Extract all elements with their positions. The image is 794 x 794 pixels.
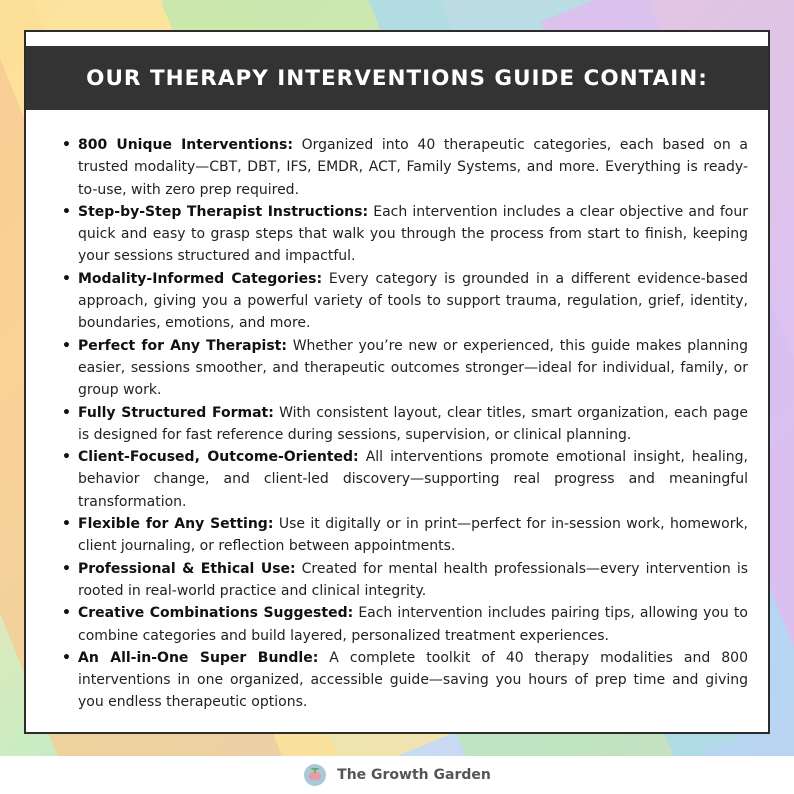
feature-item [66, 134, 748, 201]
feature-title: Perfect for Any Therapist: [78, 337, 287, 354]
feature-description: Each intervention includes pairing tips, allowing you to combine categories and build layered, personalized treatment experiences. [78, 605, 748, 644]
feature-description: Every category is grounded in a different evidence-based approach, giving you a powerful variety of tools to support trauma, regulation, grief, identity, boundaries, emotions, and more. [78, 270, 748, 332]
title-banner [26, 46, 768, 110]
feature-item [66, 513, 748, 558]
feature-title: Creative Combinations Suggested: [78, 605, 354, 622]
content-card [24, 30, 770, 734]
feature-item [66, 446, 748, 513]
brand-name: The Growth Garden [337, 767, 491, 783]
feature-item [66, 558, 748, 603]
brain-sprout-icon [303, 763, 327, 787]
feature-item [66, 201, 748, 268]
feature-description: With consistent layout, clear titles, smart organization, each page is designed for fast reference during sessions, supervision, or clinical planning. [78, 404, 748, 443]
feature-description: Created for mental health professionals—every intervention is rooted in real-world practice and clinical integrity. [78, 560, 748, 599]
feature-description: A complete toolkit of 40 therapy modalities and 800 interventions in one organized, accessible guide—saving you hours of prep time and giving you endless therapeutic options. [78, 649, 748, 711]
feature-item [66, 268, 748, 335]
feature-title: Client-Focused, Outcome-Oriented: [78, 449, 359, 466]
feature-description: All interventions promote emotional insight, healing, behavior change, and client-led discovery—supporting real progress and meaningful transformation. [78, 449, 748, 510]
feature-description: Each intervention includes a clear objective and four quick and easy to grasp steps that walk you through the process from start to finish, keeping your sessions structured and impactful. [78, 203, 748, 265]
feature-title: An All-in-One Super Bundle: [78, 649, 319, 666]
footer [0, 756, 794, 794]
page-title: OUR THERAPY INTERVENTIONS GUIDE CONTAIN: [86, 65, 708, 91]
feature-title: Fully Structured Format: [78, 404, 274, 421]
feature-description: Use it digitally or in print—perfect for in-session work, homework, client journaling, or reflection between appointments. [78, 516, 749, 555]
feature-title: Modality-Informed Categories: [78, 270, 323, 287]
feature-item [66, 335, 748, 402]
feature-title: Step-by-Step Therapist Instructions: [78, 203, 369, 220]
feature-title: Flexible for Any Setting: [78, 516, 274, 533]
feature-item [66, 402, 748, 447]
feature-title: Professional & Ethical Use: [78, 560, 296, 577]
feature-item [66, 602, 748, 647]
feature-list [66, 134, 748, 714]
feature-description: Whether you’re new or experienced, this guide makes planning easier, sessions smoother, and therapeutic outcomes stronger—ideal for individual, family, or group work. [78, 337, 748, 399]
feature-item [66, 647, 748, 714]
feature-description: Organized into 40 therapeutic categories, each based on a trusted modality—CBT, DBT, IFS, EMDR, ACT, Family Systems, and more. Everything is ready-to-use, with zero prep required. [78, 137, 748, 198]
feature-title: 800 Unique Interventions: [78, 137, 293, 153]
